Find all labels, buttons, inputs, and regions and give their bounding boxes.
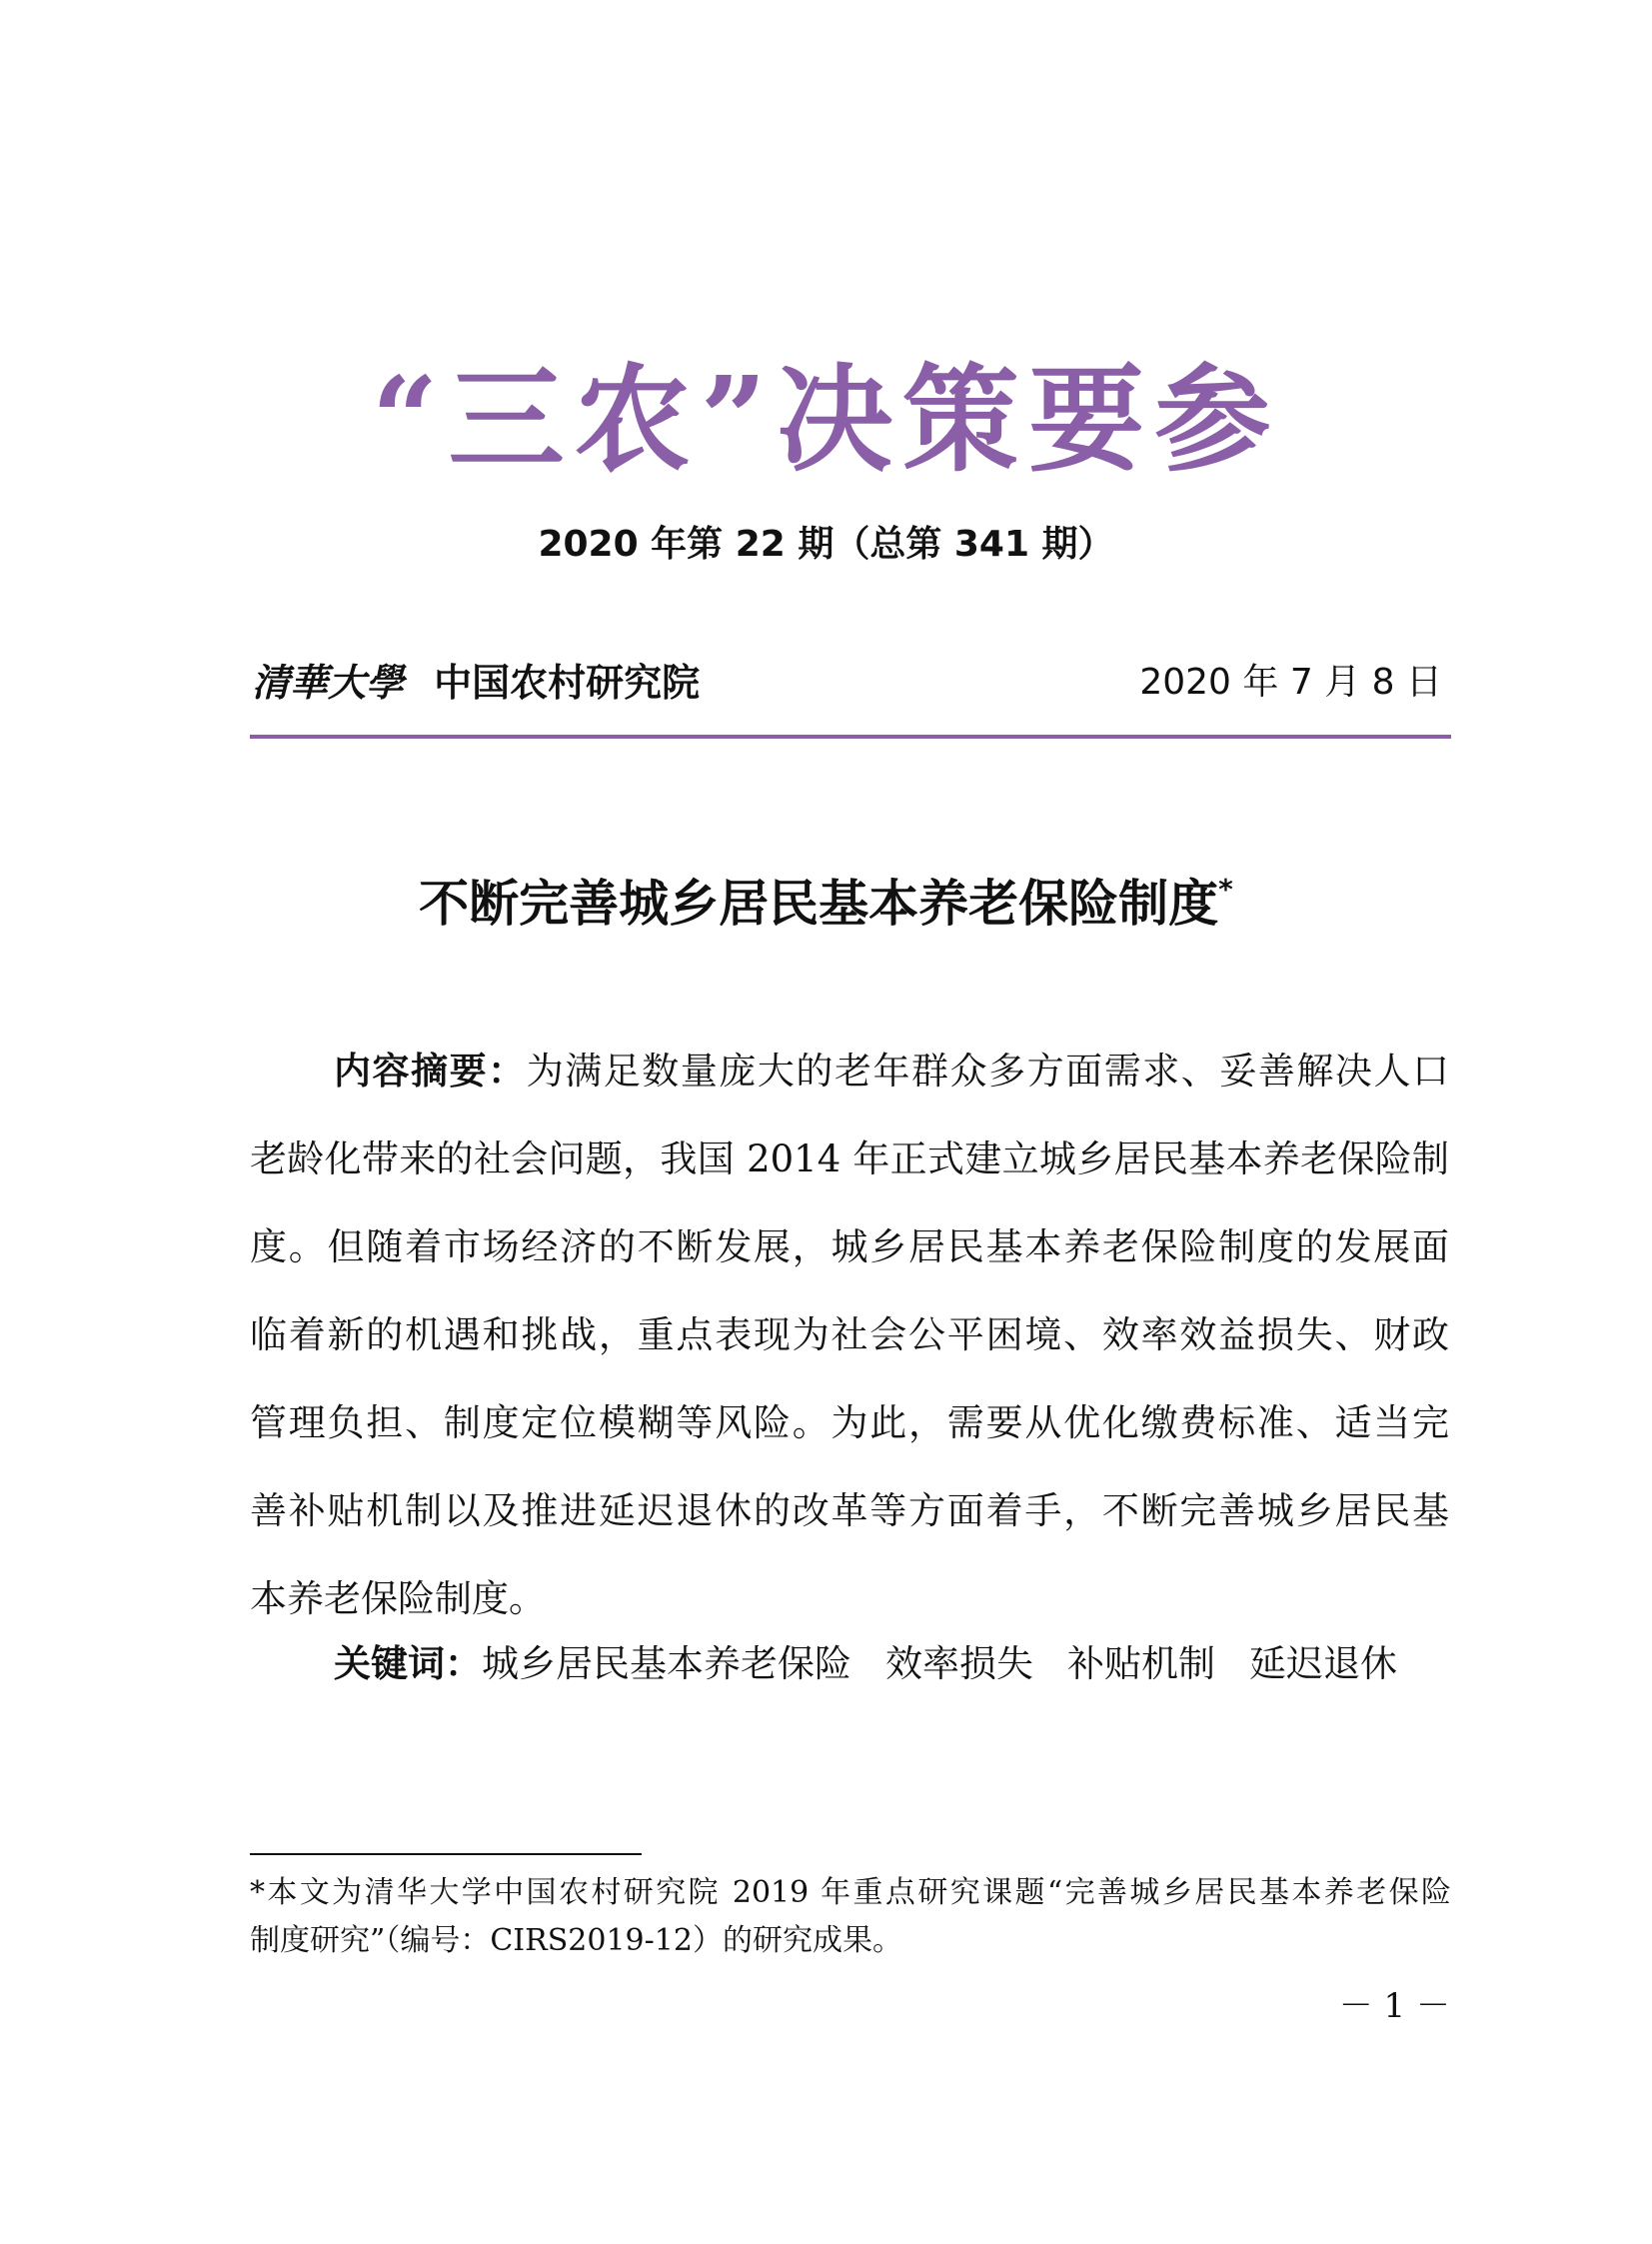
- footnote-line: 制度研究”（编号：CIRS2019-12）的研究成果。: [250, 1923, 902, 1958]
- tsinghua-logo: 清華大學: [252, 660, 405, 705]
- abstract-label: 内容摘要：: [334, 1050, 527, 1093]
- abstract-line: 本养老保险制度。: [250, 1577, 546, 1620]
- footnote-marker: *: [1218, 873, 1233, 906]
- page-number: － 1 －: [1338, 1986, 1450, 2026]
- footnote-divider: [250, 1853, 642, 1855]
- article-title: [0, 855, 1652, 939]
- abstract-line: 老龄化带来的社会问题，我国 2014 年正式建立城乡居民基本养老保险制: [250, 1137, 1449, 1180]
- footnote: [250, 1869, 1451, 1965]
- abstract-line: [250, 1028, 1449, 1116]
- footnote-line: *本文为清华大学中国农村研究院 2019 年重点研究课题“完善城乡居民基本养老保险: [250, 1875, 1451, 1910]
- keyword: 效率损失: [885, 1642, 1033, 1685]
- keyword: 城乡居民基本养老保险: [482, 1642, 851, 1685]
- abstract-line: 管理负担、制度定位模糊等风险。为此，需要从优化缴费标准、适当完: [250, 1401, 1449, 1444]
- abstract-line: 临着新的机遇和挑战，重点表现为社会公平困境、效率效益损失、财政: [250, 1313, 1449, 1356]
- issue-date: 2020 年 7 月 8 日: [1139, 662, 1442, 703]
- header-divider: [250, 735, 1451, 739]
- keyword: 延迟退休: [1249, 1642, 1397, 1685]
- keywords-label: 关键词：: [334, 1642, 482, 1685]
- keywords: [334, 1629, 1453, 1699]
- keyword: 补贴机制: [1067, 1642, 1215, 1685]
- masthead-title: “三农”决策要参: [371, 352, 1281, 488]
- abstract-line: 善补贴机制以及推进延迟退休的改革等方面着手，不断完善城乡居民基: [250, 1489, 1449, 1532]
- institution-header: [252, 655, 700, 711]
- abstract: [250, 1028, 1449, 1643]
- institution-name: 中国农村研究院: [434, 661, 701, 705]
- abstract-line: 度。但随着市场经济的不断发展，城乡居民基本养老保险制度的发展面: [250, 1225, 1449, 1268]
- article-title-text: 不断完善城乡居民基本养老保险制度: [419, 875, 1219, 933]
- abstract-text: 为满足数量庞大的老年群众多方面需求、妥善解决人口: [526, 1050, 1450, 1093]
- issue-number: 2020 年第 22 期（总第 341 期）: [538, 524, 1114, 565]
